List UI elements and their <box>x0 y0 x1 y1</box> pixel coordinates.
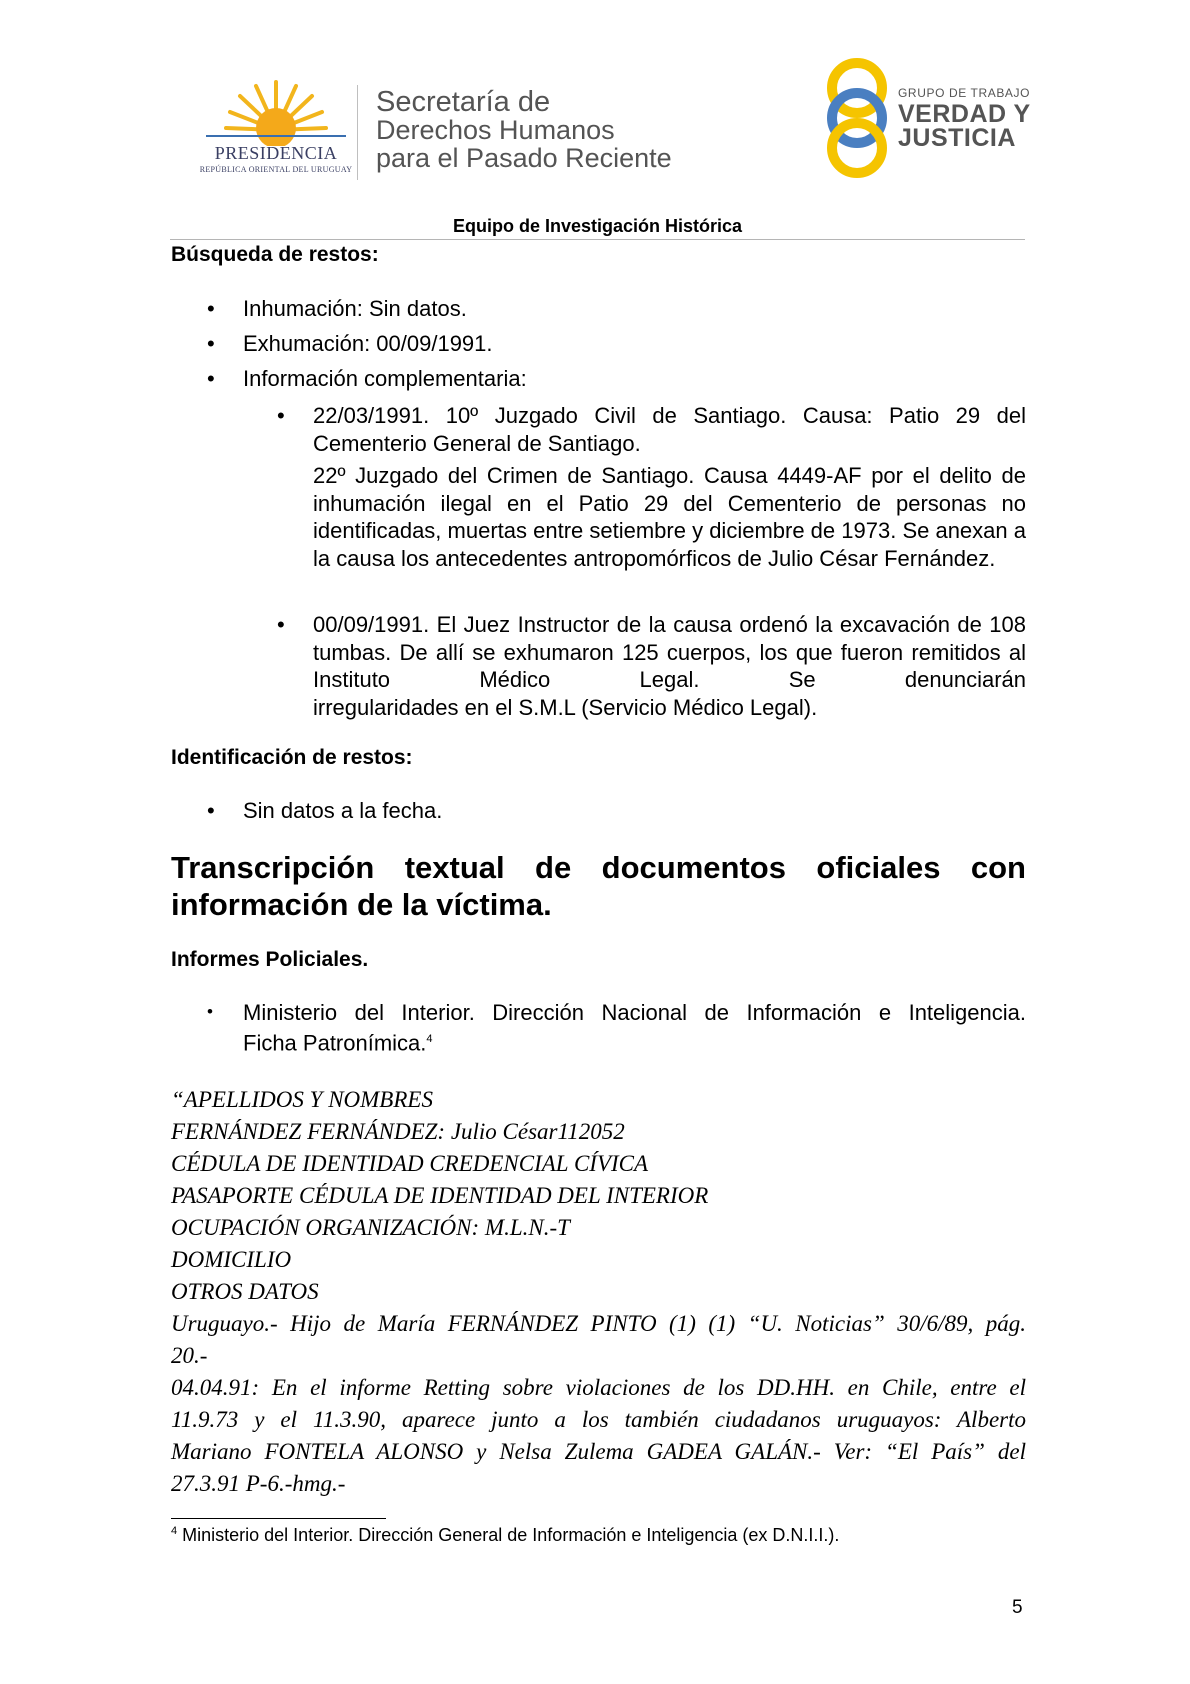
sub-item-paragraph: 22º Juzgado del Crimen de Santiago. Causa 4449-AF por el delito de inhumación ilegal en el Patio 29 del Cementerio de personas no identificadas, muertas entre setiembre y diciembre de 1973. Se anexan a la causa los antecedentes antropomórficos de Julio César Fernández. <box>313 463 1026 571</box>
bullet: • <box>207 366 215 391</box>
quote-line: Uruguayo.- Hijo de María FERNÁNDEZ PINTO (1) (1) “U. Noticias” 30/6/89, pág. <box>171 1311 1026 1336</box>
sub-item-last-line: irregularidades en el S.M.L (Servicio Médico Legal). <box>313 694 818 720</box>
footnote-number: 4 <box>171 1525 178 1537</box>
sub-item-paragraph: 00/09/1991. El Juez Instructor de la causa ordenó la excavación de 108 tumbas. De allí se exhumaron 125 cuerpos, los que fueron remitidos al Instituto Médico Legal. Se denunciarán <box>313 612 1026 692</box>
sub-item-line <box>313 402 1026 457</box>
bullet: • <box>277 612 285 637</box>
quote-line: FERNÁNDEZ FERNÁNDEZ: Julio César112052 <box>171 1119 625 1144</box>
secretaria-line-3: para el Pasado Reciente <box>376 143 672 173</box>
sub-item-line-2: Cementerio General de Santiago. <box>313 430 641 456</box>
quote-line: 11.9.73 y el 11.3.90, aparece junto a los también ciudadanos uruguayos: Alberto <box>171 1407 1026 1432</box>
bullet: • <box>207 331 215 356</box>
list-item: Información complementaria: <box>243 366 527 391</box>
grupo-trabajo-logo <box>822 56 1032 181</box>
quote-line: OTROS DATOS <box>171 1279 319 1304</box>
bullet: • <box>207 296 215 321</box>
list-item <box>243 999 1026 1056</box>
team-title: Equipo de Investigación Histórica <box>452 216 743 236</box>
secretaria-title <box>376 88 672 172</box>
section-heading-informes: Informes Policiales. <box>171 948 369 971</box>
footnote-text: Ministerio del Interior. Dirección General de Información e Inteligencia (ex D.N.I.I.). <box>182 1525 840 1545</box>
gtvj-line-1: GRUPO DE TRABAJO <box>898 86 1031 100</box>
page-number: 5 <box>1012 1597 1023 1618</box>
bullet: • <box>207 1002 213 1021</box>
secretaria-line-1: Secretaría de <box>376 86 551 118</box>
bullet: • <box>277 403 285 428</box>
quote-line: “APELLIDOS Y NOMBRES <box>171 1087 433 1112</box>
quoted-record <box>171 1084 1026 1500</box>
gtvj-line-2: VERDAD Y <box>898 100 1031 128</box>
footnote-rule <box>171 1518 386 1519</box>
sub-item-line-1: 22/03/1991. 10º Juzgado Civil de Santiago. Causa: Patio 29 del <box>313 403 1026 428</box>
list-item-line-1: Ministerio del Interior. Dirección Nacional de Información e Inteligencia. <box>243 1000 1026 1025</box>
quote-line: OCUPACIÓN ORGANIZACIÓN: M.L.N.-T <box>171 1215 570 1240</box>
quote-line: CÉDULA DE IDENTIDAD CREDENCIAL CÍVICA <box>171 1151 649 1176</box>
presidencia-logo <box>196 78 356 178</box>
footnote <box>171 1525 839 1546</box>
quote-line: 20.- <box>171 1343 208 1368</box>
quote-line: PASAPORTE CÉDULA DE IDENTIDAD DEL INTERIOR <box>171 1183 709 1208</box>
rings-icon <box>822 56 892 181</box>
section-heading-identificacion: Identificación de restos: <box>171 746 413 769</box>
header-divider <box>357 85 358 180</box>
list-item: Sin datos a la fecha. <box>243 798 443 823</box>
quote-line: Mariano FONTELA ALONSO y Nelsa Zulema GADEA GALÁN.- Ver: “El País” del <box>171 1439 1026 1464</box>
footnote-reference: 4 <box>426 1033 433 1045</box>
presidencia-subtitle: REPÚBLICA ORIENTAL DEL URUGUAY <box>199 165 353 174</box>
secretaria-line-2: Derechos Humanos <box>376 115 615 145</box>
gtvj-line-3: JUSTICIA <box>898 124 1016 152</box>
header-rule <box>170 239 1025 240</box>
list-item-line-2-text: Ficha Patronímica. <box>243 1030 427 1056</box>
heading-line-2: información de la víctima. <box>171 887 552 922</box>
section-heading-transcripcion <box>171 849 1026 923</box>
quote-line: 27.3.91 P-6.-hmg.- <box>171 1471 346 1496</box>
heading-line-1: Transcripción textual de documentos oficiales con <box>171 850 1026 885</box>
sub-item-2 <box>313 611 1026 721</box>
presidencia-wordmark: PRESIDENCIA <box>214 143 338 163</box>
sun-icon <box>196 78 356 146</box>
list-item: Inhumación: Sin datos. <box>243 296 467 321</box>
section-heading-busqueda: Búsqueda de restos: <box>171 243 379 266</box>
bullet: • <box>207 798 215 823</box>
list-item: Exhumación: 00/09/1991. <box>243 331 493 356</box>
list-item-line-2 <box>243 1026 1026 1056</box>
quote-line: DOMICILIO <box>171 1247 292 1272</box>
quote-line: 04.04.91: En el informe Retting sobre violaciones de los DD.HH. en Chile, entre el <box>171 1375 1026 1400</box>
